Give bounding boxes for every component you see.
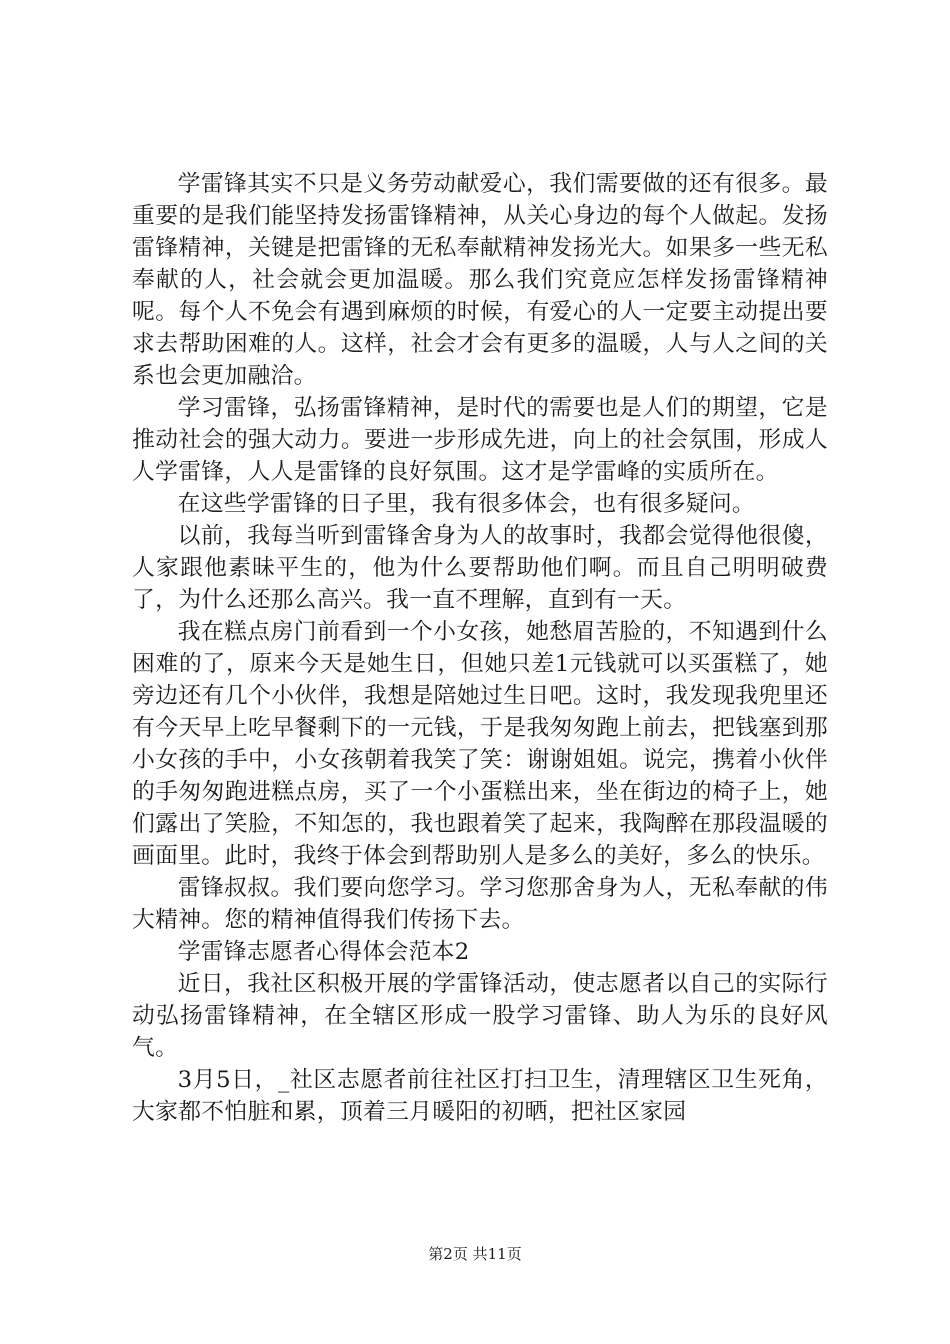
page-number-footer: 第2页 共11页 (428, 1245, 522, 1263)
paragraph: 近日，我社区积极开展的学雷锋活动，使志愿者以自己的实际行动弘扬雷锋精神，在全辖区形成一股学习雷锋、助人为乐的良好风气。 (132, 971, 828, 1061)
paragraph: 我在糕点房门前看到一个小女孩，她愁眉苦脸的，不知遇到什么困难的了，原来今天是她生日，但她只差1元钱就可以买蛋糕了，她旁边还有几个小伙伴，我想是陪她过生日吧。这时，我发现我兜里还有今天早上吃早餐剩下的一元钱，于是我匆匆跑上前去，把钱塞到那小女孩的手中，小女孩朝着我笑了笑：谢谢姐姐。说完，携着小伙伴的手匆匆跑进糕点房，买了一个小蛋糕出来，坐在街边的椅子上，她们露出了笑脸，不知怎的，我也跟着笑了起来，我陶醉在那段温暖的画面里。此时，我终于体会到帮助别人是多么的美好，多么的快乐。 (132, 619, 828, 869)
paragraph: 在这些学雷锋的日子里，我有很多体会，也有很多疑问。 (177, 491, 756, 517)
paragraph: 雷锋叔叔。我们要向您学习。学习您那舍身为人，无私奉献的伟大精神。您的精神值得我们传扬下去。 (132, 875, 828, 933)
paragraph: 学雷锋其实不只是义务劳动献爱心，我们需要做的还有很多。最重要的是我们能坚持发扬雷锋精神，从关心身边的每个人做起。发扬雷锋精神，关键是把雷锋的无私奉献精神发扬光大。如果多一些无私奉献的人，社会就会更加温暖。那么我们究竟应怎样发扬雷锋精神呢。每个人不免会有遇到麻烦的时候，有爱心的人一定要主动提出要求去帮助困难的人。这样，社会才会有更多的温暖，人与人之间的关系也会更加融洽。 (132, 171, 828, 389)
section-heading: 学雷锋志愿者心得体会范本2 (177, 939, 470, 965)
paragraph: 以前，我每当听到雷锋舍身为人的故事时，我都会觉得他很傻，人家跟他素昧平生的，他为什么要帮助他们啊。而且自己明明破费了，为什么还那么高兴。我一直不理解，直到有一天。 (132, 523, 828, 613)
document-body (132, 168, 828, 1128)
paragraph: 学习雷锋，弘扬雷锋精神，是时代的需要也是人们的期望，它是推动社会的强大动力。要进一步形成先进，向上的社会氛围，形成人人学雷锋，人人是雷锋的良好氛围。这才是学雷峰的实质所在。 (132, 395, 828, 485)
paragraph: 3月5日，_社区志愿者前往社区打扫卫生，清理辖区卫生死角，大家都不怕脏和累，顶着三月暖阳的初晒，把社区家园 (132, 1067, 828, 1125)
